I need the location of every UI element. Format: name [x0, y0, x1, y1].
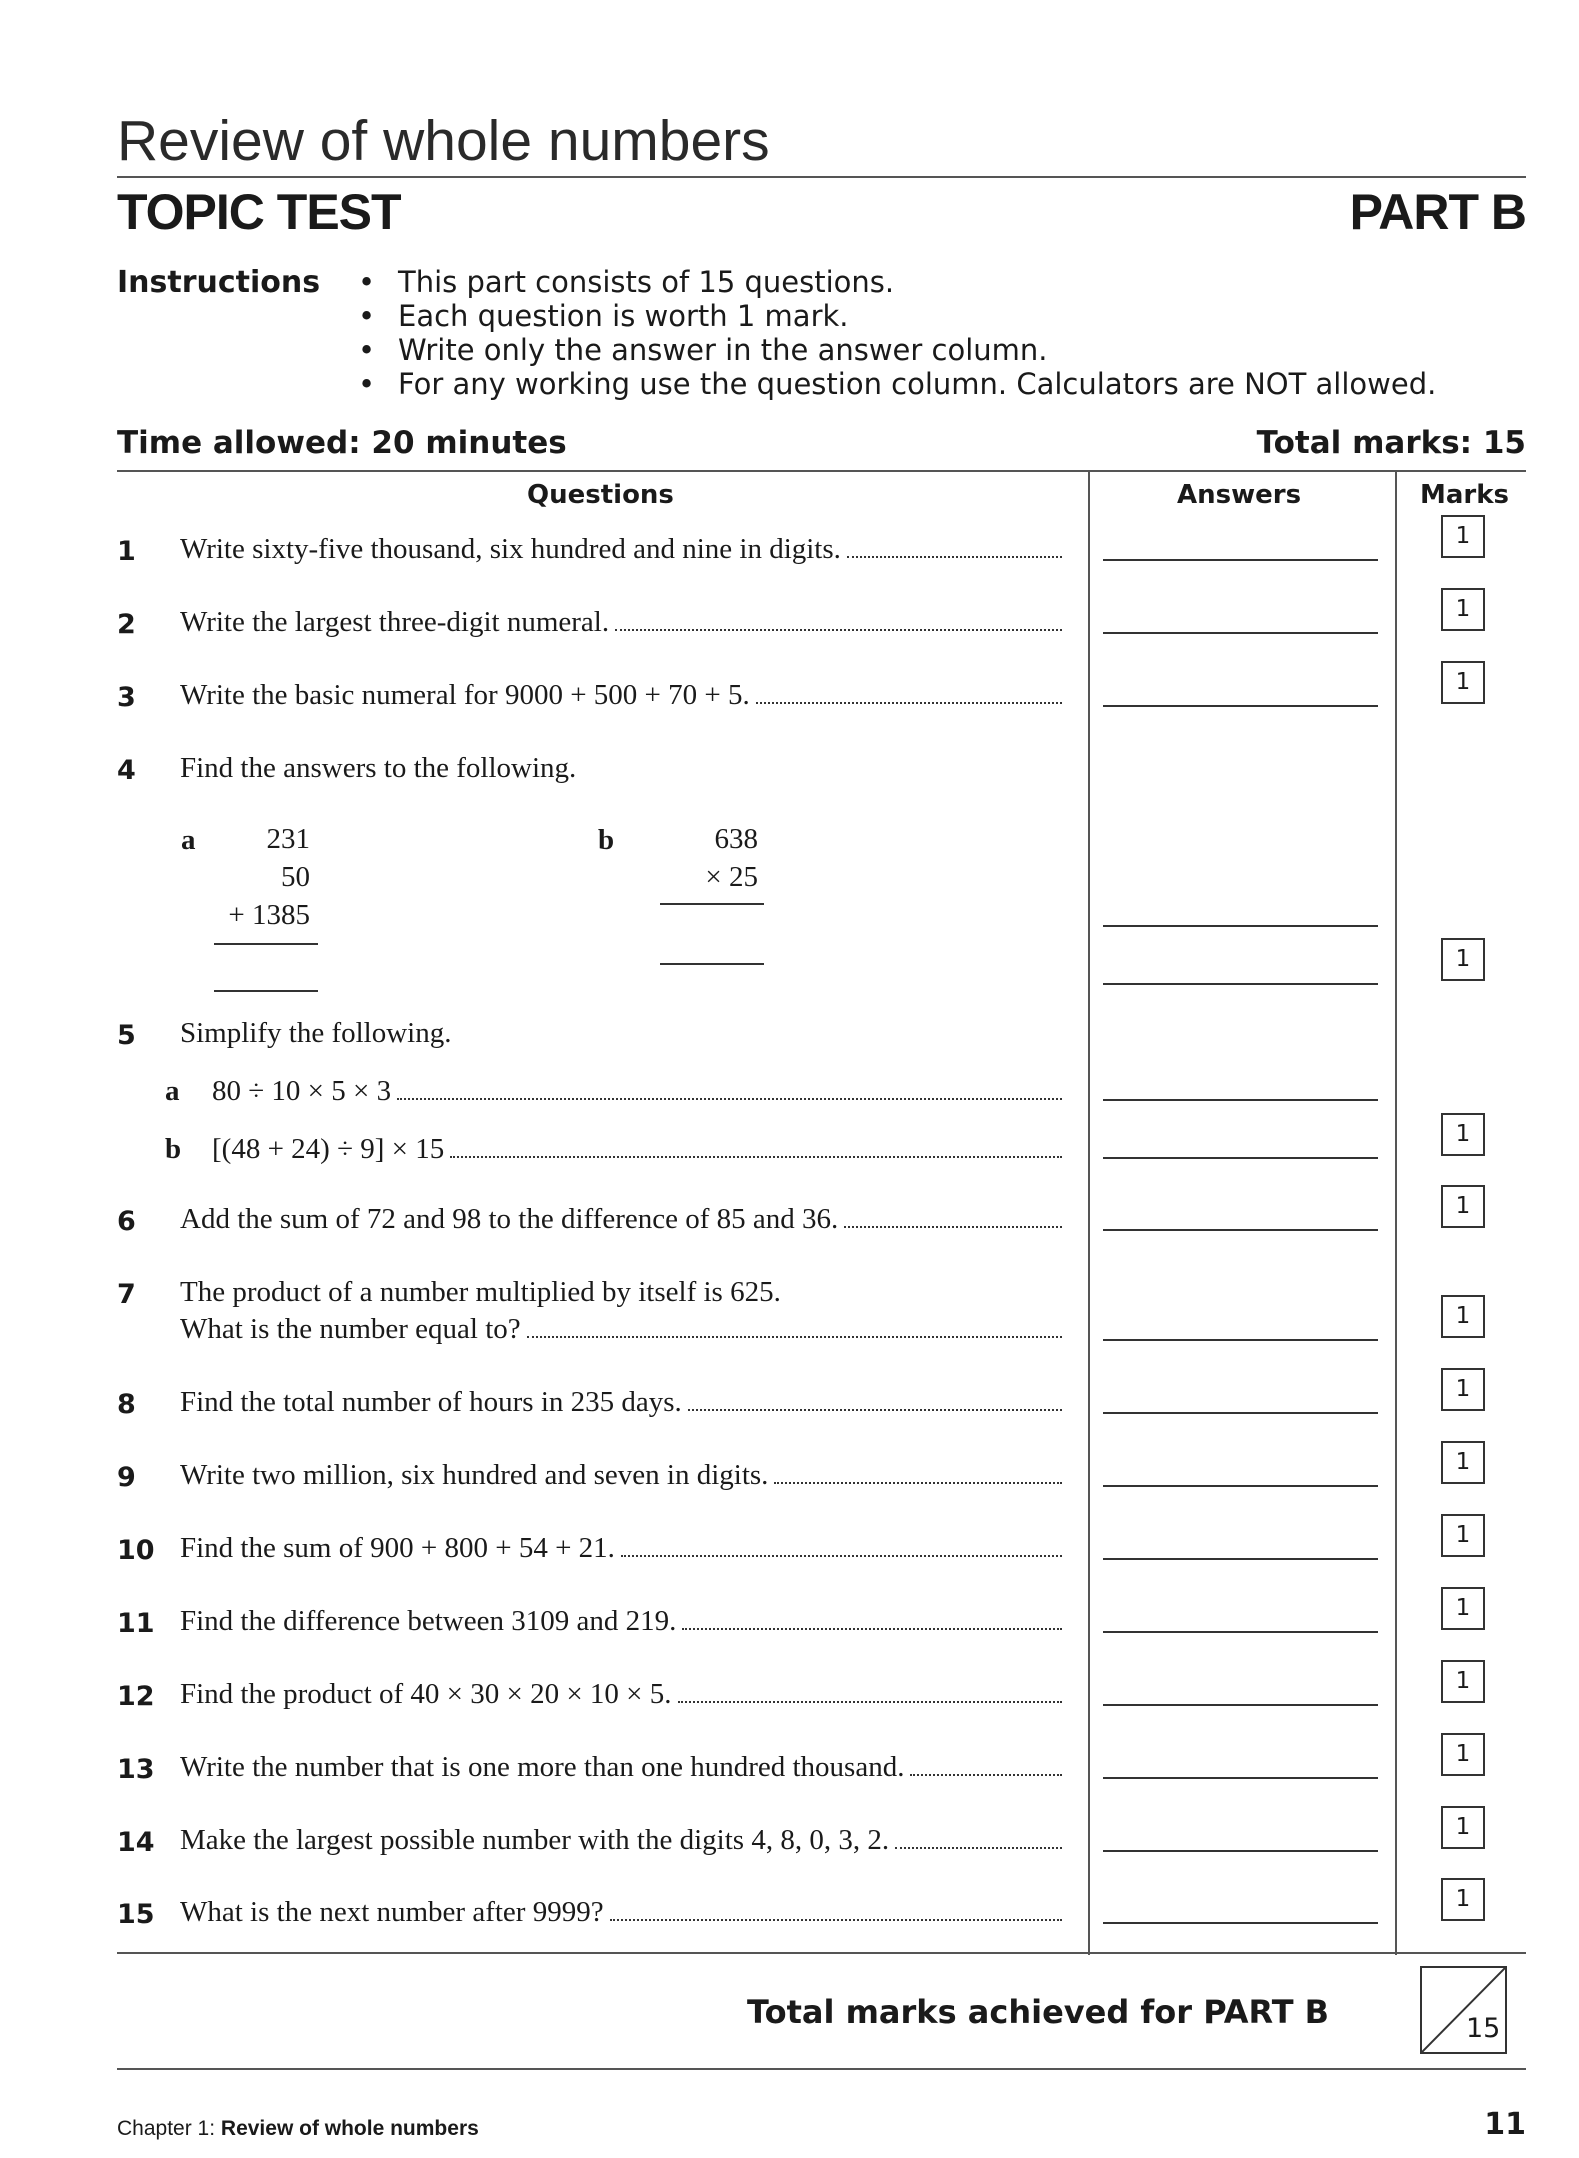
chapter-title: Review of whole numbers: [117, 109, 770, 173]
question-number: 15: [117, 1899, 155, 1930]
mark-box: 1: [1441, 515, 1485, 558]
footer-divider: [117, 2068, 1526, 2070]
instruction-item: • Each question is worth 1 mark.: [358, 299, 1436, 333]
answer-field[interactable]: [1103, 1850, 1378, 1852]
instruction-item: • Write only the answer in the answer column.: [358, 333, 1436, 367]
mark-box: 1: [1441, 1514, 1485, 1557]
column-divider: [1088, 470, 1090, 1955]
question-text: Add the sum of 72 and 98 to the difference of 85 and 36.: [180, 1201, 1062, 1237]
answer-field[interactable]: [1103, 559, 1378, 561]
table-bottom-divider: [117, 1952, 1526, 1954]
product-operand: 638: [714, 823, 758, 855]
instruction-item: • This part consists of 15 questions.: [358, 265, 1436, 299]
question-number: 7: [117, 1279, 136, 1310]
question-text: Find the difference between 3109 and 219.: [180, 1603, 1062, 1639]
mark-box: 1: [1441, 1806, 1485, 1849]
question-text: Make the largest possible number with the digits 4, 8, 0, 3, 2.: [180, 1822, 1062, 1858]
question-text: Write the number that is one more than one hundred thousand.: [180, 1749, 1062, 1785]
question-text: Find the answers to the following.: [180, 752, 577, 784]
mark-box: 1: [1441, 661, 1485, 704]
total-marks: Total marks: 15: [1256, 425, 1526, 461]
sub-question-text: 80 ÷ 10 × 5 × 3: [212, 1073, 1062, 1109]
title-divider: [117, 176, 1526, 178]
test-label: TOPIC TEST: [117, 184, 401, 240]
score-out-of: 15: [1466, 2013, 1501, 2044]
answer-field[interactable]: [1103, 1922, 1378, 1924]
question-number: 14: [117, 1827, 155, 1858]
total-achieved-label: Total marks achieved for PART B: [747, 1993, 1330, 2031]
question-number: 4: [117, 755, 136, 786]
sub-question-text: [(48 + 24) ÷ 9] × 15: [212, 1131, 1062, 1167]
answer-field-4b[interactable]: [1103, 983, 1378, 985]
part-label: PART B: [1349, 184, 1526, 240]
question-number: 3: [117, 682, 136, 713]
instruction-item: • For any working use the question column. Calculators are NOT allowed.: [358, 367, 1436, 401]
answer-field[interactable]: [1103, 632, 1378, 634]
part-a-label: a: [165, 1075, 180, 1107]
column-divider: [1395, 470, 1397, 1955]
question-text: Find the sum of 900 + 800 + 54 + 21.: [180, 1530, 1062, 1566]
mark-box: 1: [1441, 1587, 1485, 1630]
part-a-label: a: [181, 824, 196, 856]
sum-operand: 50: [281, 861, 310, 893]
page-number: 11: [1484, 2107, 1526, 2142]
mark-box: 1: [1441, 1733, 1485, 1776]
question-number: 6: [117, 1206, 136, 1237]
mark-box: 1: [1441, 938, 1485, 981]
answer-field-5b[interactable]: [1103, 1157, 1378, 1159]
mark-box: 1: [1441, 1660, 1485, 1703]
footer-chapter-prefix: Chapter 1:: [117, 2117, 221, 2140]
question-text-line-2: What is the number equal to?: [180, 1311, 1062, 1347]
question-number: 12: [117, 1681, 155, 1712]
answer-field[interactable]: [1103, 1777, 1378, 1779]
sum-rule: [214, 943, 318, 945]
mark-box: 1: [1441, 1113, 1485, 1156]
question-number: 10: [117, 1535, 155, 1566]
questions-column-header: Questions: [527, 480, 674, 510]
question-text: The product of a number multiplied by itself is 625.: [180, 1276, 781, 1308]
question-text: Find the product of 40 × 30 × 20 × 10 × 5.: [180, 1676, 1062, 1712]
question-text: Find the total number of hours in 235 days.: [180, 1384, 1062, 1420]
instructions-label: Instructions: [117, 265, 321, 300]
product-answer-line: [660, 963, 764, 965]
question-number: 2: [117, 609, 136, 640]
mark-box: 1: [1441, 1295, 1485, 1338]
answer-field[interactable]: [1103, 1485, 1378, 1487]
question-number: 11: [117, 1608, 155, 1639]
footer-chapter: [117, 2117, 479, 2141]
answer-field[interactable]: [1103, 1558, 1378, 1560]
question-text: Simplify the following.: [180, 1017, 452, 1049]
mark-box: 1: [1441, 588, 1485, 631]
mark-box: 1: [1441, 1185, 1485, 1228]
product-operand: × 25: [705, 861, 758, 893]
answer-field[interactable]: [1103, 1339, 1378, 1341]
question-number: 1: [117, 536, 136, 567]
question-number: 9: [117, 1462, 136, 1493]
table-top-divider: [117, 470, 1526, 472]
mark-box: 1: [1441, 1441, 1485, 1484]
part-b-label: b: [165, 1133, 182, 1165]
mark-box: 1: [1441, 1368, 1485, 1411]
marks-column-header: Marks: [1420, 480, 1510, 510]
question-text: Write two million, six hundred and seven in digits.: [180, 1457, 1062, 1493]
question-text: Write sixty-five thousand, six hundred and nine in digits.: [180, 531, 1062, 567]
answer-field[interactable]: [1103, 1631, 1378, 1633]
time-allowed: Time allowed: 20 minutes: [117, 425, 567, 461]
answer-field-4a[interactable]: [1103, 925, 1378, 927]
sum-operand: 231: [266, 823, 310, 855]
answer-field[interactable]: [1103, 1704, 1378, 1706]
question-number: 13: [117, 1754, 155, 1785]
question-text: What is the next number after 9999?: [180, 1894, 1062, 1930]
instructions-list: [358, 265, 1436, 401]
question-text: Write the largest three-digit numeral.: [180, 604, 1062, 640]
question-number: 5: [117, 1020, 136, 1051]
answer-field[interactable]: [1103, 705, 1378, 707]
question-text: Write the basic numeral for 9000 + 500 + 70 + 5.: [180, 677, 1062, 713]
footer-chapter-name: Review of whole numbers: [220, 2117, 479, 2140]
answer-field[interactable]: [1103, 1229, 1378, 1231]
answer-field-5a[interactable]: [1103, 1099, 1378, 1101]
product-rule: [660, 903, 764, 905]
mark-box: 1: [1441, 1878, 1485, 1921]
answer-field[interactable]: [1103, 1412, 1378, 1414]
sum-answer-line: [214, 990, 318, 992]
sum-operand: + 1385: [228, 899, 310, 931]
part-b-label: b: [598, 824, 615, 856]
answers-column-header: Answers: [1177, 480, 1302, 510]
question-number: 8: [117, 1389, 136, 1420]
